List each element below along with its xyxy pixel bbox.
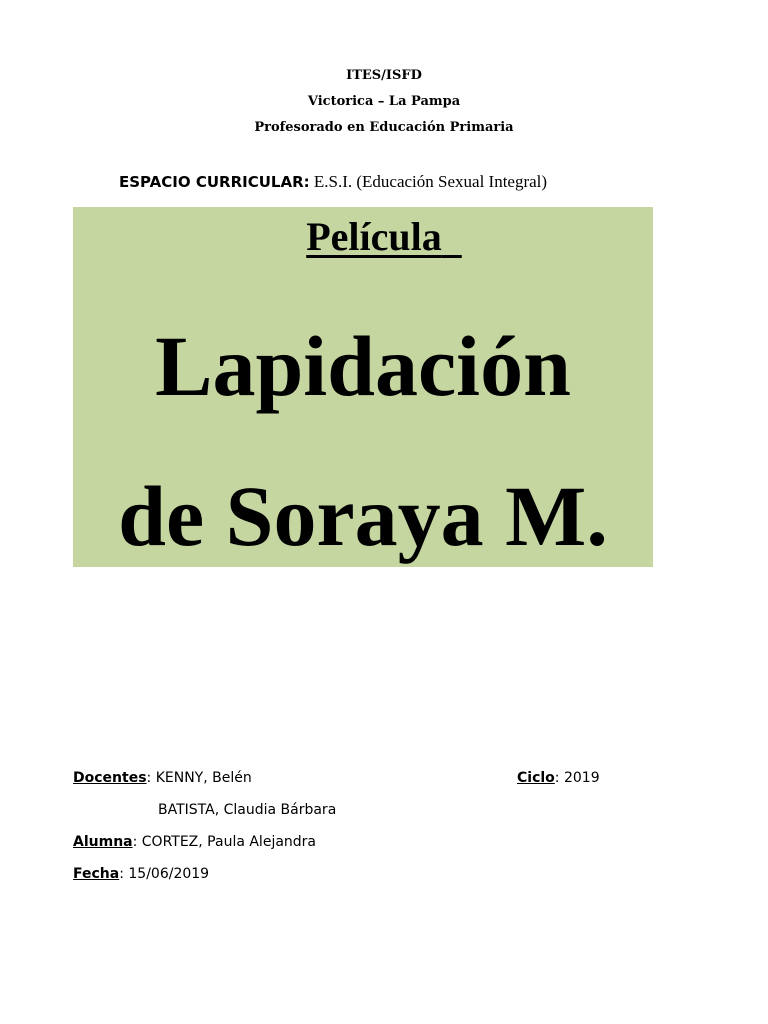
alumna-label: Alumna bbox=[73, 834, 133, 850]
alumna-row bbox=[73, 833, 316, 851]
institution-location: Victorica – La Pampa bbox=[307, 94, 461, 109]
fecha-separator: : bbox=[119, 866, 129, 882]
docente-1: KENNY, Belén bbox=[155, 770, 252, 786]
docente-2-row bbox=[158, 801, 336, 819]
institution-name: ITES/ISFD bbox=[346, 68, 422, 83]
docentes-label: Docentes bbox=[73, 770, 147, 786]
curricular-space-value: E.S.I. (Educación Sexual Integral) bbox=[309, 172, 548, 191]
ciclo-value: 2019 bbox=[563, 770, 600, 786]
title-kicker-wrapper bbox=[0, 212, 768, 262]
title-kicker-text: Película bbox=[306, 214, 442, 259]
fecha-row bbox=[73, 865, 209, 883]
docentes-row bbox=[73, 769, 252, 787]
film-title-line2: de Soraya M. bbox=[118, 468, 608, 564]
docentes-separator: : bbox=[146, 770, 156, 786]
alumna-separator: : bbox=[132, 834, 142, 850]
curricular-space-label: ESPACIO CURRICULAR: bbox=[119, 173, 310, 191]
fecha-value: 15/06/2019 bbox=[128, 866, 210, 882]
program-name: Profesorado en Educación Primaria bbox=[254, 120, 514, 135]
title-kicker bbox=[306, 214, 462, 259]
alumna-value: CORTEZ, Paula Alejandra bbox=[141, 834, 317, 850]
ciclo-separator: : bbox=[554, 770, 564, 786]
docente-2: BATISTA, Claudia Bárbara bbox=[158, 802, 337, 818]
curricular-space bbox=[119, 172, 547, 193]
title-kicker-trail bbox=[442, 214, 462, 259]
ciclo-row bbox=[517, 769, 600, 787]
film-title-line1: Lapidación bbox=[155, 318, 571, 414]
ciclo-label: Ciclo bbox=[517, 770, 555, 786]
fecha-label: Fecha bbox=[73, 866, 120, 882]
